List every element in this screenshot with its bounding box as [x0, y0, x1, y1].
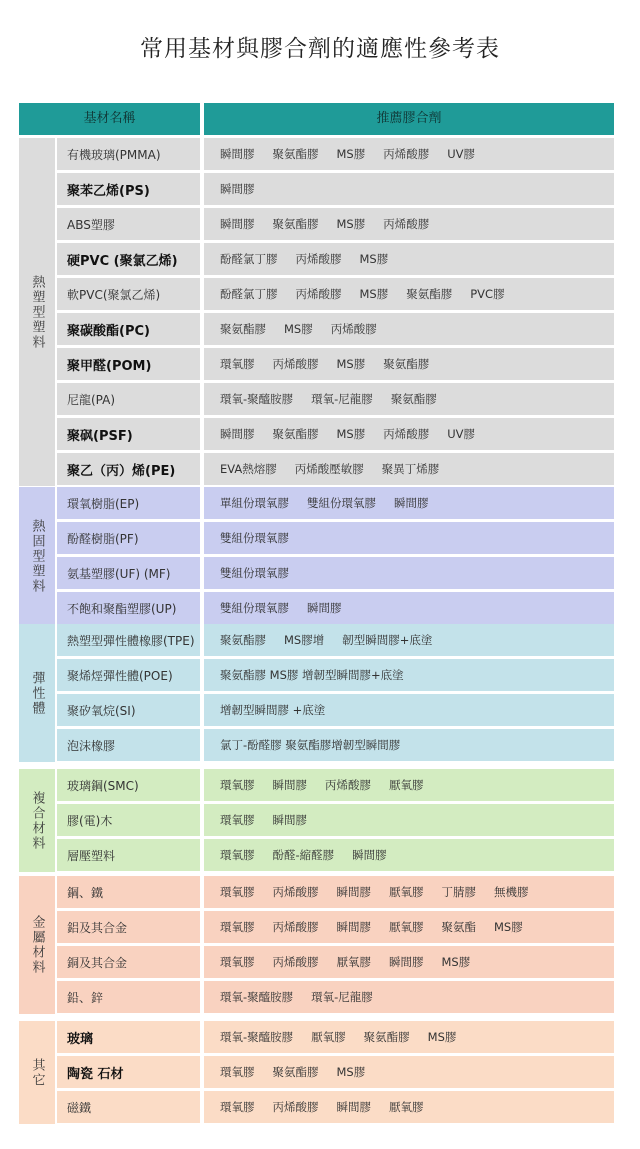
- adhesive-item: 環氧-尼龍膠: [311, 392, 373, 406]
- adhesive-item: MS膠增: [284, 633, 325, 647]
- table-row: [57, 911, 614, 943]
- substrate-name: 鋁及其合金: [57, 911, 200, 943]
- adhesive-list: [204, 243, 614, 275]
- substrate-name: 聚乙（丙）烯(PE): [57, 453, 200, 485]
- table-row: [57, 278, 614, 310]
- adhesive-item: 單組份環氧膠: [220, 496, 289, 510]
- adhesive-item: 瞬間膠: [220, 217, 255, 231]
- adhesive-list: [204, 138, 614, 170]
- adhesive-list: [204, 592, 614, 624]
- adhesive-list: [204, 557, 614, 589]
- adhesive-item: 丙烯酸膠: [295, 252, 342, 266]
- adhesive-item: 聚氨酯膠: [363, 1030, 410, 1044]
- adhesive-item: 聚氨酯膠: [272, 1065, 319, 1079]
- adhesive-item: MS膠: [359, 287, 389, 301]
- adhesive-item: 聚氨酯膠: [406, 287, 453, 301]
- adhesive-list: [204, 208, 614, 240]
- substrate-name: 聚甲醛(POM): [57, 348, 200, 380]
- adhesive-list: [204, 1056, 614, 1088]
- adhesive-item: 瞬間膠: [272, 778, 307, 792]
- table-row: [57, 804, 614, 836]
- table-row: [57, 348, 614, 380]
- adhesive-item: 瞬間膠: [220, 147, 255, 161]
- adhesive-item: 瞬間膠: [389, 955, 424, 969]
- group-label: 複合材料: [19, 769, 55, 872]
- adhesive-item: 瞬間膠: [336, 920, 371, 934]
- adhesive-list: [204, 487, 614, 519]
- table-row: [57, 418, 614, 450]
- group-label: 熱固型塑料: [19, 487, 55, 625]
- adhesive-item: 環氧膠: [220, 848, 255, 862]
- adhesive-item: 環氧-尼龍膠: [311, 990, 373, 1004]
- adhesive-item: 韌型瞬間膠+底塗: [342, 633, 433, 647]
- adhesive-item: 酚醛氯丁膠: [220, 287, 278, 301]
- substrate-name: 玻璃: [57, 1021, 200, 1053]
- substrate-name: 硬PVC (聚氯乙烯): [57, 243, 200, 275]
- adhesive-item: 厭氧膠: [389, 1100, 424, 1114]
- table-row: [57, 981, 614, 1013]
- substrate-name: 鋼、鐵: [57, 876, 200, 908]
- table-row: [57, 208, 614, 240]
- adhesive-item: 厭氧膠: [336, 955, 371, 969]
- adhesive-item: 丙烯酸膠: [272, 1100, 319, 1114]
- substrate-name: 不飽和聚酯塑膠(UP): [57, 592, 200, 624]
- substrate-name: 聚碳酸酯(PC): [57, 313, 200, 345]
- adhesive-item: 環氧-聚醯胺膠: [220, 392, 294, 406]
- group-label: 熱塑型塑料: [19, 138, 55, 486]
- adhesive-item: MS膠: [336, 427, 366, 441]
- table-row: [57, 453, 614, 485]
- adhesive-list: [204, 769, 614, 801]
- adhesive-list: [204, 694, 614, 726]
- adhesive-item: 瞬間膠: [336, 1100, 371, 1114]
- substrate-name: 陶瓷 石材: [57, 1056, 200, 1088]
- adhesive-item: PVC膠: [470, 287, 505, 301]
- adhesive-item: 雙組份環氧膠: [220, 566, 289, 580]
- adhesive-list: [204, 911, 614, 943]
- adhesive-item: MS膠: [336, 147, 366, 161]
- adhesive-item: 丙烯酸膠: [383, 147, 430, 161]
- adhesive-item: 無機膠: [494, 885, 529, 899]
- substrate-name: 氨基塑膠(UF) (MF): [57, 557, 200, 589]
- adhesive-list: [204, 981, 614, 1013]
- adhesive-item: 丙烯酸膠: [325, 778, 371, 792]
- table-row: [57, 946, 614, 978]
- adhesive-item: MS膠: [441, 955, 471, 969]
- group-label: 金屬材料: [19, 876, 55, 1014]
- table-row: [57, 383, 614, 415]
- table-row: [57, 522, 614, 554]
- table-row: [57, 1091, 614, 1123]
- table-row: [57, 1021, 614, 1053]
- adhesive-item: 瞬間膠: [394, 496, 429, 510]
- substrate-name: 聚砜(PSF): [57, 418, 200, 450]
- header-substrate: 基材名稱: [19, 103, 200, 135]
- adhesive-item: 聚氨酯膠: [272, 217, 319, 231]
- adhesive-list: [204, 946, 614, 978]
- adhesive-item: 瞬間膠: [220, 182, 255, 196]
- adhesive-item: 環氧膠: [220, 1100, 255, 1114]
- adhesive-list: [204, 418, 614, 450]
- adhesive-list: [204, 453, 614, 485]
- substrate-name: 尼龍(PA): [57, 383, 200, 415]
- substrate-name: 酚醛樹脂(PF): [57, 522, 200, 554]
- substrate-name: ABS塑膠: [57, 208, 200, 240]
- adhesive-item: 瞬間膠: [352, 848, 387, 862]
- adhesive-item: 丙烯酸壓敏膠: [294, 462, 364, 476]
- adhesive-item: EVA熱熔膠: [220, 462, 277, 476]
- substrate-name: 泡沫橡膠: [57, 729, 200, 761]
- adhesive-item: 聚氨酯膠: [272, 427, 319, 441]
- adhesive-item: 聚氨酯: [441, 920, 476, 934]
- adhesive-list: [204, 348, 614, 380]
- adhesive-item: 丙烯酸膠: [272, 885, 319, 899]
- adhesive-list: [204, 1021, 614, 1053]
- adhesive-list: [204, 624, 614, 656]
- adhesive-item: MS膠: [427, 1030, 457, 1044]
- table-row: [57, 624, 614, 656]
- adhesive-list: [204, 173, 614, 205]
- table-row: [57, 592, 614, 624]
- adhesive-item: 酚醛-縮醛膠: [272, 848, 335, 862]
- adhesive-item: 環氧膠: [220, 778, 255, 792]
- adhesive-item: 環氧膠: [220, 357, 255, 371]
- substrate-name: 膠(電)木: [57, 804, 200, 836]
- adhesive-list: [204, 876, 614, 908]
- adhesive-item: 丁腈膠: [441, 885, 476, 899]
- group-3: [19, 769, 614, 874]
- adhesive-item: 環氧膠: [220, 813, 255, 827]
- adhesive-item: 雙組份環氧膠: [220, 531, 289, 545]
- adhesive-item: 環氧膠: [220, 1065, 255, 1079]
- adhesive-list: [204, 522, 614, 554]
- adhesive-item: MS膠: [284, 322, 313, 336]
- adhesive-item: MS膠: [336, 217, 366, 231]
- table-row: [57, 487, 614, 519]
- adhesive-item: UV膠: [447, 427, 476, 441]
- group-2: [19, 624, 614, 764]
- substrate-name: 軟PVC(聚氯乙烯): [57, 278, 200, 310]
- substrate-name: 玻璃鋼(SMC): [57, 769, 200, 801]
- adhesive-item: 環氧-聚醯胺膠: [220, 990, 294, 1004]
- adhesive-item: 聚氨酯膠: [220, 633, 266, 647]
- group-label: 彈性體: [19, 624, 55, 762]
- adhesive-item: 雙組份環氧膠: [220, 601, 289, 615]
- adhesive-item: 聚氨酯膠: [220, 322, 266, 336]
- group-label: 其它: [19, 1021, 55, 1124]
- adhesive-item: 瞬間膠: [307, 601, 342, 615]
- adhesive-item: 丙烯酸膠: [383, 217, 430, 231]
- adhesive-item: 瞬間膠: [336, 885, 371, 899]
- table-row: [57, 839, 614, 871]
- adhesive-item: 增韌型瞬間膠 +底塗: [220, 703, 326, 717]
- adhesive-list: [204, 659, 614, 691]
- substrate-name: 環氧樹脂(EP): [57, 487, 200, 519]
- adhesive-item: 瞬間膠: [272, 813, 307, 827]
- page-title: 常用基材與膠合劑的適應性參考表: [140, 36, 500, 62]
- adhesive-item: 聚氨酯膠: [272, 147, 319, 161]
- adhesive-item: MS膠: [494, 920, 523, 934]
- adhesive-item: 環氧膠: [220, 955, 255, 969]
- adhesive-item: 厭氧膠: [311, 1030, 346, 1044]
- adhesive-item: 丙烯酸膠: [272, 357, 319, 371]
- substrate-name: 聚烯烴彈性體(POE): [57, 659, 200, 691]
- adhesive-item: MS膠: [359, 252, 389, 266]
- adhesive-item: 氯丁-酚醛膠 聚氨酯膠增韌型瞬間膠: [220, 738, 401, 752]
- substrate-name: 層壓塑料: [57, 839, 200, 871]
- adhesive-list: [204, 278, 614, 310]
- table-row: [57, 173, 614, 205]
- table-row: [57, 557, 614, 589]
- adhesive-item: 丙烯酸膠: [383, 427, 430, 441]
- substrate-name: 有機玻璃(PMMA): [57, 138, 200, 170]
- group-5: [19, 1021, 614, 1126]
- header-adhesive: 推薦膠合劑: [204, 103, 614, 135]
- group-0: [19, 138, 614, 488]
- adhesive-item: 環氧-聚醯胺膠: [220, 1030, 294, 1044]
- adhesive-item: 酚醛氯丁膠: [220, 252, 278, 266]
- table-row: [57, 769, 614, 801]
- adhesive-item: 厭氧膠: [389, 778, 424, 792]
- adhesive-list: [204, 383, 614, 415]
- table-row: [57, 729, 614, 761]
- table-row: [57, 243, 614, 275]
- substrate-name: 聚矽氧烷(SI): [57, 694, 200, 726]
- table-row: [57, 659, 614, 691]
- adhesive-list: [204, 804, 614, 836]
- adhesive-list: [204, 313, 614, 345]
- adhesive-item: 聚氨酯膠: [383, 357, 430, 371]
- adhesive-item: 瞬間膠: [220, 427, 255, 441]
- table-row: [57, 1056, 614, 1088]
- table-row: [57, 694, 614, 726]
- adhesive-item: 雙組份環氧膠: [307, 496, 376, 510]
- adhesive-item: UV膠: [447, 147, 476, 161]
- adhesive-item: 厭氧膠: [389, 920, 424, 934]
- table-header: [19, 103, 614, 135]
- table-row: [57, 876, 614, 908]
- adhesive-item: 丙烯酸膠: [272, 920, 319, 934]
- adhesive-item: MS膠: [336, 357, 366, 371]
- substrate-name: 熱塑型彈性體橡膠(TPE): [57, 624, 200, 656]
- substrate-name: 磁鐵: [57, 1091, 200, 1123]
- group-4: [19, 876, 614, 1016]
- adhesive-item: 聚異丁烯膠: [381, 462, 440, 476]
- adhesive-item: 丙烯酸膠: [272, 955, 319, 969]
- adhesive-item: 環氧膠: [220, 885, 255, 899]
- adhesive-list: [204, 839, 614, 871]
- adhesive-item: 丙烯酸膠: [330, 322, 377, 336]
- adhesive-item: 厭氧膠: [389, 885, 424, 899]
- substrate-name: 聚苯乙烯(PS): [57, 173, 200, 205]
- table-row: [57, 138, 614, 170]
- adhesive-item: 丙烯酸膠: [295, 287, 342, 301]
- table-row: [57, 313, 614, 345]
- adhesive-item: 環氧膠: [220, 920, 255, 934]
- adhesive-item: 聚氨酯膠 MS膠 增韌型瞬間膠+底塗: [220, 668, 404, 682]
- adhesive-item: MS膠: [336, 1065, 366, 1079]
- substrate-name: 銅及其合金: [57, 946, 200, 978]
- adhesive-item: 聚氨酯膠: [390, 392, 437, 406]
- adhesive-list: [204, 729, 614, 761]
- substrate-name: 鉛、鋅: [57, 981, 200, 1013]
- group-1: [19, 487, 614, 627]
- adhesive-list: [204, 1091, 614, 1123]
